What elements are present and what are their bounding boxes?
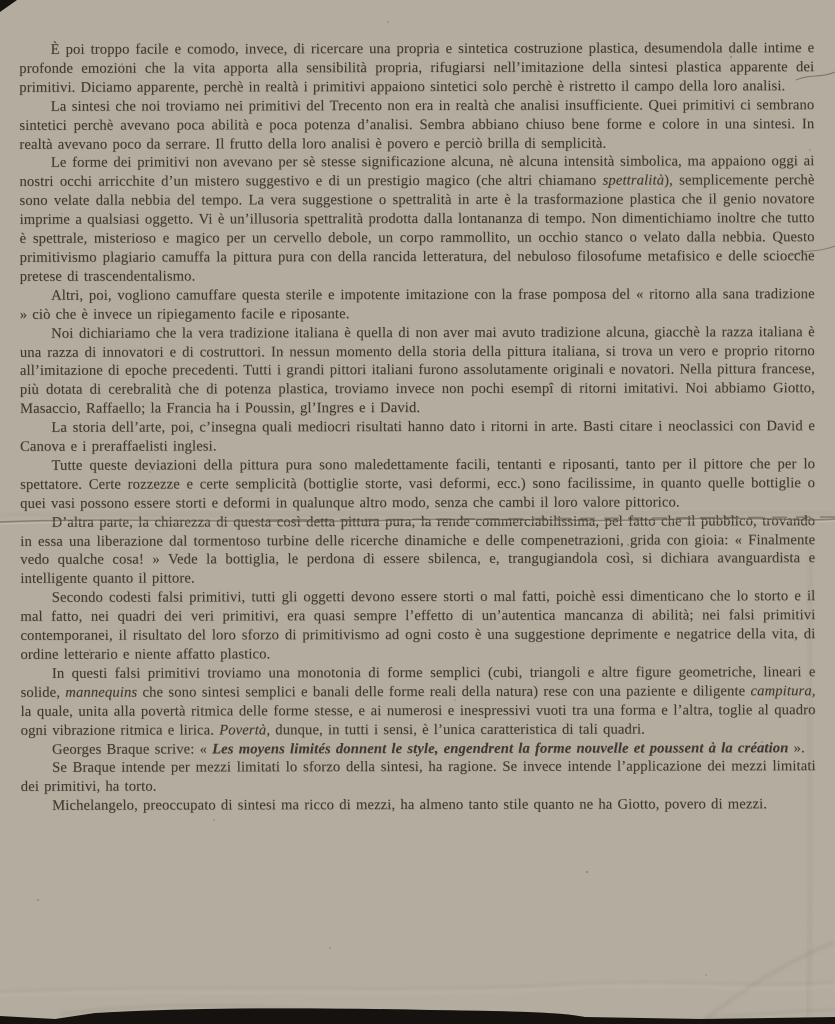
text-run: Georges Braque scrive: « (52, 740, 213, 758)
text-run: mannequins (65, 684, 138, 701)
text-run: La sintesi che noi troviamo nei primitivi del Trecento non era in realtà che analisi insufficiente. Quei primitivi ci sembrano sintetici perchè avevano poca abilità e poca potenza d’analisi. Sembra abbiano chiuso bene forme e colore in una sintesi. In realtà avevano poco da serrare. Il frutto della loro analisi è povero e perciò brilla di semplicità. (19, 96, 815, 153)
text-run: ». (788, 739, 805, 756)
paragraph (21, 758, 816, 797)
paragraph (20, 417, 815, 456)
paragraph (21, 739, 816, 760)
text-run: dunque, in tutti i sensi, è l’unica caratteristica di tali quadri. (270, 721, 645, 738)
text-run: campitura, (750, 682, 816, 700)
paragraph (19, 153, 814, 287)
text-run: Les moyens limités donnent le style, engendrent la forme nouvelle et poussent à la création (212, 739, 789, 757)
text-run: spettralità (602, 172, 665, 189)
text-run: che sono sintesi semplici e banali delle forme reali della natura) rese con una paziente e diligente (137, 683, 751, 701)
text-run: Le forme dei primitivi non avevano per sè stesse significazione alcuna, nè alcuna intensità simbolica, ma appaiono oggi ai nostri occhi arricchite d’un mistero suggestivo e di un prestigio magico (che altri chiamano (19, 153, 815, 191)
text-run: D’altra parte, la chiarezza di questa così detta pittura pura, la rende commerciabilissima, pel fatto che il pubblico, trovando in essa una liberazione dal tormentoso turbine delle ricerche dinamiche e delle compenetrazioni, grida con gioia: « Finalmente vedo qualche cosa! » Vede la bottiglia, le perdona di essere sbilenca, e, trangugiandola così, si dichiara avanguardista e intelligente quanto il pittore. (20, 512, 816, 588)
paragraph (20, 285, 815, 324)
top-left-corner-edge (0, 0, 17, 12)
text-run: È poi troppo facile e comodo, invece, di ricercare una propria e sintetica costruzione plastica, desumendola dalle intime e profonde emozioni che la vita apporta alla sensibilità propria, rifugiarsi nell’imitazione della sintesi plastica apparente dei primitivi. Diciamo apparente, perchè in realtà i primitivi appaiono sintetici solo perchè è ristretto il campo della loro analisi. (19, 40, 815, 96)
document-text (19, 39, 816, 816)
paragraph (20, 587, 815, 664)
text-run: Noi dichiariamo che la vera tradizione italiana è quella di non aver mai avuto tradizione alcuna, giacchè la razza italiana è una razza di innovatori e di costruttori. In nessun momento della storia della pittura italiana, si trova un vero e proprio ritorno all’imitazione di epoche precedenti. Tutti i grandi pittori italiani furono assolutamente originali e novatori. Nella pittura francese, più dotata di cerebralità che di potenza plastica, troviamo invece non pochi esempî di ritorni imitativi. Noi abbiamo Giotto, Masaccio, Raffaello; la Francia ha i Poussin, gl’Ingres e i David. (19, 323, 815, 418)
text-run: Povertà, (219, 721, 271, 739)
paragraph (20, 512, 815, 589)
bottom-wrinkles (0, 942, 835, 1024)
text-run: Tutte queste deviazioni della pittura pura sono maledettamente facili, tentanti e riposanti, tanto per il pittore che per lo spettatore. Certe rozzezze e certe semplicità (bottiglie storte, vasi deformi, ecc.) sono facilissime, in quanto quelle bottiglie o quei vasi possono essere storti e deformi in qualunque altro modo, senza che cambi il loro valore pittorico. (20, 456, 816, 512)
paragraph (19, 96, 814, 154)
text-run: Altri, poi, vogliono camuffare questa sterile e impotente imitazione con la frase pomposa del « ritorno alla sana tradizione » ciò che è invece un ripiegamento facile e riposante. (19, 285, 815, 323)
paragraph (19, 39, 814, 97)
paragraph (21, 795, 816, 816)
text-run: Secondo codesti falsi primitivi, tutti gli oggetti devono essere storti o mal fatti, poichè essi dimenticano che lo storto e il mal fatto, nei quadri dei veri primitivi, era quasi sempre l’effetto di un’autentica mancanza di abilità; nei falsi primitivi contemporanei, il risultato del loro sforzo di primitivismo ad ogni costo è una suggestione deprimente e negatrice della vita, di ordine letterario e niente affatto plastico. (20, 588, 816, 663)
text-run: Michelangelo, preoccupato di sintesi ma ricco di mezzi, ha almeno tanto stile quanto ne ha Giotto, povero di mezzi. (52, 796, 768, 815)
paragraph (20, 663, 815, 740)
text-run: In questi falsi primitivi troviamo una monotonia di forme semplici (cubi, triangoli e altre figure geometriche, lineari e solide, (20, 664, 816, 701)
text-run: ), semplicemente perchè sono velate dalla nebbia del tempo. La vera suggestione o spettralità in arte è la trasformazione plastica che il genio novatore imprime a qualsiasi oggetto. Vi è un’illusoria spettralità prodotta dalla lontananza di tempo. Non dimentichiamo inoltre che tutto è spettrale, misterioso e magico per un cervello debole, un corpo rammollito, un occhio stanco o velato dalla nebbia. Questo primitivismo plagiario camuffa la pittura pura con della rancida letteratura, del nebuloso filosofume metafisico e delle sciocche pretese di trascendentalismo. (19, 172, 815, 285)
text-run: La storia dell’arte, poi, c’insegna quali mediocri risultati hanno dato i ritorni in arte. Basti citare i neoclassici con David e Canova e i preraffaelisti inglesi. (20, 418, 816, 455)
paragraph (20, 323, 815, 419)
text-run: la quale, unita alla povertà ritmica delle forme stesse, e ai numerosi e inespressivi vuoti tra una forma e l’altra, toglie al quadro ogni vibrazione ritmica e lirica. (20, 701, 816, 739)
bottom-scan-edge (0, 1008, 835, 1024)
text-run: Se Braque intende per mezzi limitati lo sforzo della sintesi, ha ragione. Se invece intende l’applicazione dei mezzi limitati dei primitivi, ha torto. (20, 758, 816, 796)
paragraph (20, 455, 815, 513)
